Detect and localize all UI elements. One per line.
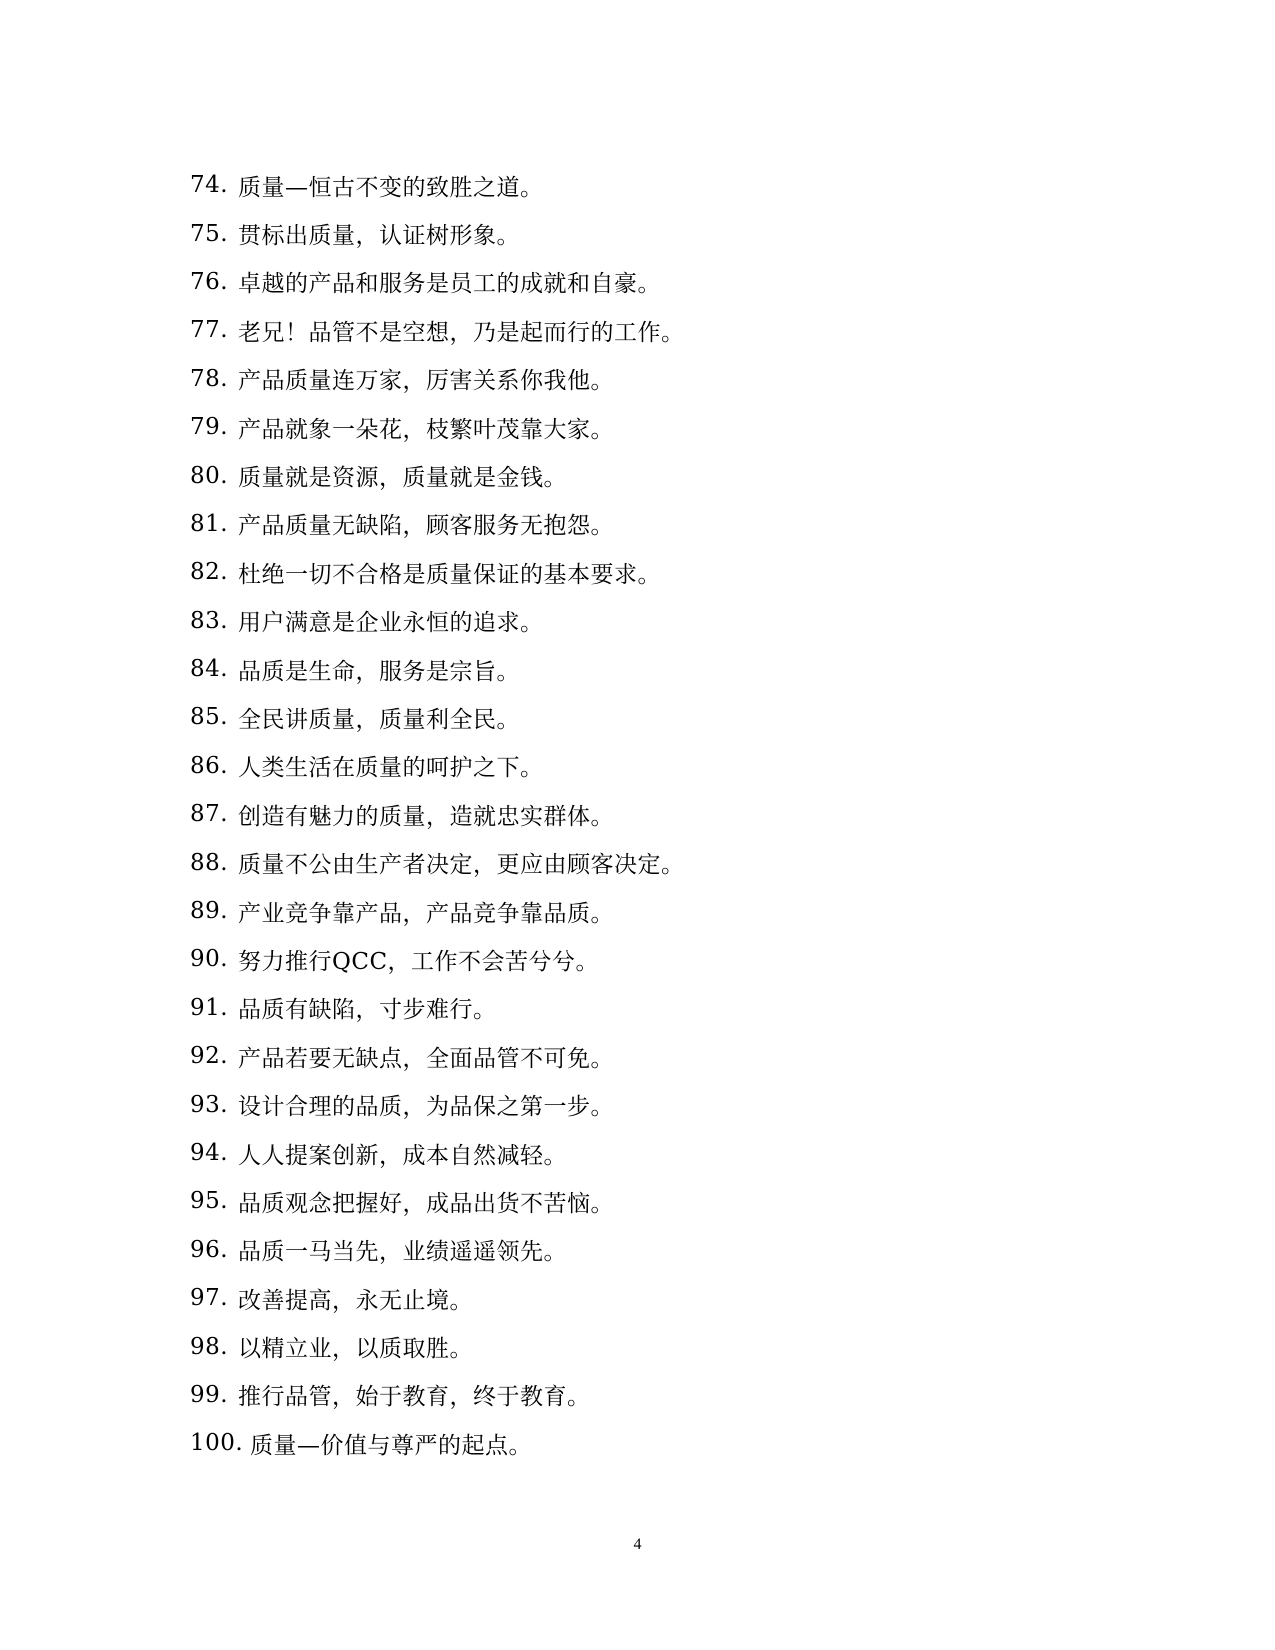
item-text: 改善提高，永无止境。	[238, 1287, 473, 1314]
item-text: 推行品管，始于教育，终于教育。	[238, 1384, 591, 1411]
list-item	[190, 838, 685, 886]
item-text: 杜绝一切不合格是质量保证的基本要求。	[238, 561, 661, 588]
list-item	[190, 1419, 685, 1467]
item-text: 努力推行QCC，工作不会苦兮兮。	[238, 948, 600, 975]
list-item	[190, 258, 685, 306]
list-item	[190, 1129, 685, 1177]
item-text: 设计合理的品质，为品保之第一步。	[238, 1094, 614, 1121]
list-item	[190, 1226, 685, 1274]
item-number: 99.	[190, 1381, 229, 1408]
item-text: 质量就是资源，质量就是金钱。	[238, 465, 567, 492]
item-text: 质量—价值与尊严的起点。	[250, 1432, 532, 1459]
item-text: 质量—恒古不变的致胜之道。	[238, 174, 544, 201]
item-number: 74.	[190, 172, 229, 199]
item-number: 97.	[190, 1285, 229, 1312]
item-text: 产业竞争靠产品，产品竞争靠品质。	[238, 900, 614, 927]
item-text: 用户满意是企业永恒的追求。	[238, 610, 544, 637]
list-item	[190, 597, 685, 645]
item-number: 81.	[190, 510, 229, 537]
slogan-list	[190, 161, 685, 1468]
item-text: 卓越的产品和服务是员工的成就和自豪。	[238, 271, 661, 298]
item-text: 人人提案创新，成本自然减轻。	[238, 1142, 567, 1169]
item-text: 产品质量连万家，厉害关系你我他。	[238, 368, 614, 395]
item-number: 75.	[190, 220, 229, 247]
item-number: 82.	[190, 559, 229, 586]
item-number: 88.	[190, 849, 229, 876]
list-item	[190, 887, 685, 935]
list-item	[190, 161, 685, 209]
item-number: 96.	[190, 1236, 229, 1263]
item-number: 80.	[190, 462, 229, 489]
item-number: 84.	[190, 656, 229, 683]
list-item	[190, 790, 685, 838]
list-item	[190, 500, 685, 548]
item-number: 90.	[190, 946, 229, 973]
item-text: 创造有魅力的质量，造就忠实群体。	[238, 803, 614, 830]
item-text: 人类生活在质量的呵护之下。	[238, 755, 544, 782]
item-number: 79.	[190, 414, 229, 441]
list-item	[190, 645, 685, 693]
list-item	[190, 1274, 685, 1322]
list-item	[190, 984, 685, 1032]
item-text: 产品质量无缺陷，顾客服务无抱怨。	[238, 513, 614, 540]
list-item	[190, 1371, 685, 1419]
item-text: 贯标出质量，认证树形象。	[238, 223, 520, 250]
page-number: 4	[633, 1536, 642, 1553]
item-number: 76.	[190, 268, 229, 295]
item-text: 品质观念把握好，成品出货不苦恼。	[238, 1190, 614, 1217]
item-number: 100.	[190, 1430, 244, 1457]
item-number: 78.	[190, 365, 229, 392]
item-number: 89.	[190, 898, 229, 925]
item-number: 95.	[190, 1188, 229, 1215]
item-text: 产品就象一朵花，枝繁叶茂靠大家。	[238, 416, 614, 443]
list-item	[190, 1032, 685, 1080]
list-item	[190, 1080, 685, 1128]
list-item	[190, 1177, 685, 1225]
item-number: 98.	[190, 1333, 229, 1360]
list-item	[190, 693, 685, 741]
item-number: 92.	[190, 1043, 229, 1070]
item-number: 93.	[190, 1091, 229, 1118]
item-number: 91.	[190, 994, 229, 1021]
list-item	[190, 451, 685, 499]
list-item	[190, 209, 685, 257]
list-item	[190, 548, 685, 596]
item-text: 质量不公由生产者决定，更应由顾客决定。	[238, 852, 685, 879]
item-number: 87.	[190, 801, 229, 828]
item-text: 以精立业，以质取胜。	[238, 1336, 473, 1363]
item-text: 老兄！品管不是空想，乃是起而行的工作。	[238, 319, 685, 346]
list-item	[190, 935, 685, 983]
item-text: 品质有缺陷，寸步难行。	[238, 997, 497, 1024]
item-text: 全民讲质量，质量利全民。	[238, 706, 520, 733]
item-number: 85.	[190, 704, 229, 731]
item-number: 86.	[190, 752, 229, 779]
item-text: 产品若要无缺点，全面品管不可免。	[238, 1045, 614, 1072]
item-number: 83.	[190, 607, 229, 634]
list-item	[190, 306, 685, 354]
list-item	[190, 1322, 685, 1370]
item-number: 77.	[190, 317, 229, 344]
list-item	[190, 742, 685, 790]
item-number: 94.	[190, 1140, 229, 1166]
list-item	[190, 355, 685, 403]
item-text: 品质一马当先，业绩遥遥领先。	[238, 1239, 567, 1266]
list-item	[190, 403, 685, 451]
item-text: 品质是生命，服务是宗旨。	[238, 658, 520, 685]
